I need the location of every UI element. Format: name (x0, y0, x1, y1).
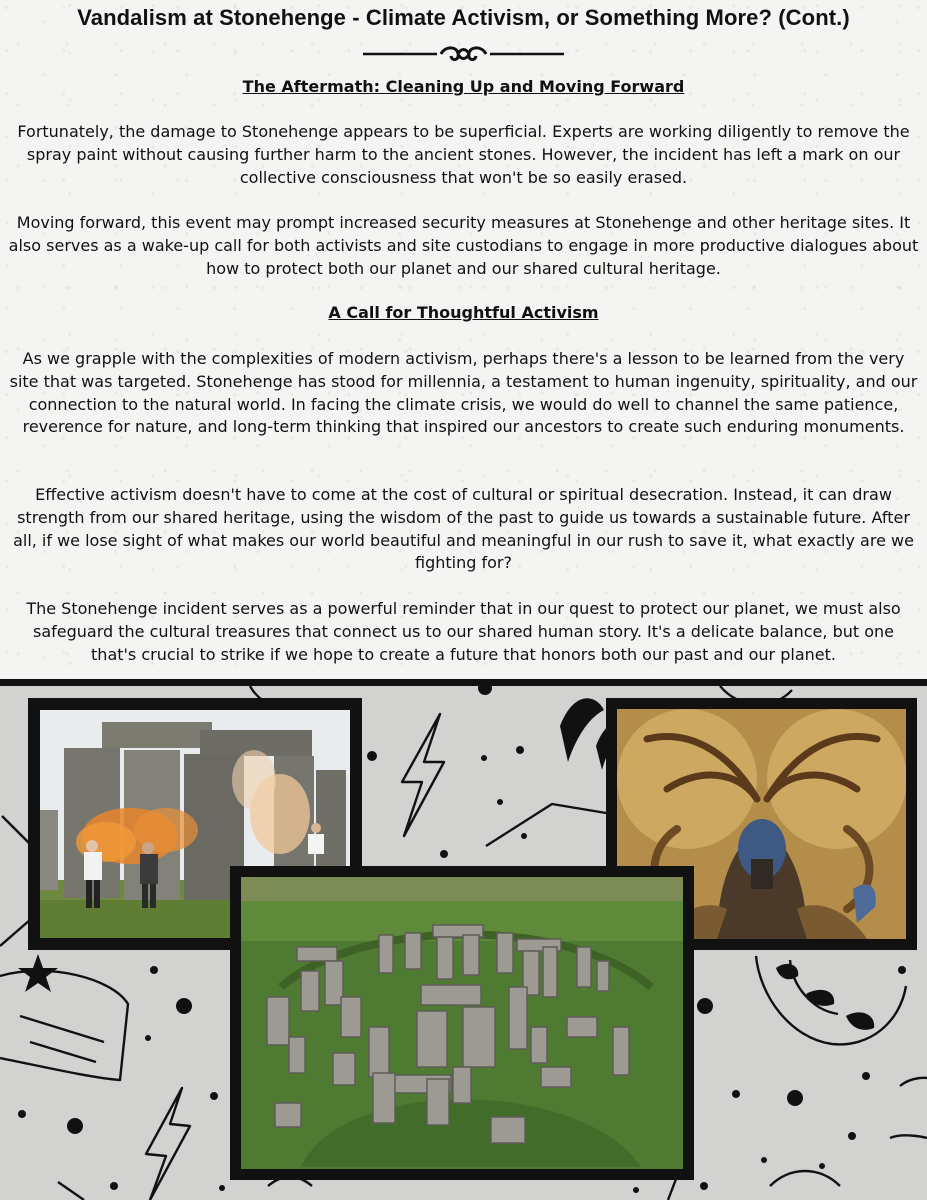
collage-top-border (0, 679, 927, 686)
ornamental-divider-icon (361, 42, 566, 66)
paragraph-moving-forward: Moving forward, this event may prompt increased security measures at Stonehenge and other heritage sites. It also serves as a wake-up call for both activists and site custodians to engage in more productive dialogues about how to protect both our planet and our shared cultural heritage. (8, 213, 919, 278)
stonehenge-aerial-photo (230, 866, 694, 1180)
section-heading-aftermath: The Aftermath: Cleaning Up and Moving Forward (242, 77, 685, 96)
paragraph-powerful-reminder: The Stonehenge incident serves as a powerful reminder that in our quest to protect our planet, we must also safeguard the cultural treasures that connect us to our shared human story. It's a delicate balance, but one that's crucial to strike if we hope to create a future that honors both our past and our planet. (26, 599, 901, 664)
paragraph-lesson-from-site: As we grapple with the complexities of modern activism, perhaps there's a lesson to be learned from the very site that was targeted. Stonehenge has stood for millennia, a testament to human ingenuity, spirituality, and our connection to the natural world. In facing the climate crisis, we would do well to channel the same patience, reverence for nature, and long-term thinking that inspired our ancestors to create such enduring monuments. (9, 349, 918, 437)
page-title: Vandalism at Stonehenge - Climate Activism, or Something More? (Cont.) (77, 5, 850, 30)
paragraph-effective-activism: Effective activism doesn't have to come at the cost of cultural or spiritual desecration. Instead, it can draw strength from our shared heritage, using the wisdom of the past to guide us towards a sustainable future. After all, if we lose sight of what makes our world beautiful and meaningful in our rush to save it, what exactly are we fighting for? (13, 485, 914, 573)
stonehenge-aerial-icon (241, 877, 683, 1169)
image-collage (0, 686, 927, 1200)
section-heading-thoughtful-activism: A Call for Thoughtful Activism (328, 303, 599, 322)
paragraph-damage-superficial: Fortunately, the damage to Stonehenge appears to be superficial. Experts are working diligently to remove the spray paint without causing further harm to the ancient stones. However, the incident has left a mark on our collective consciousness that won't be so easily erased. (17, 122, 910, 187)
